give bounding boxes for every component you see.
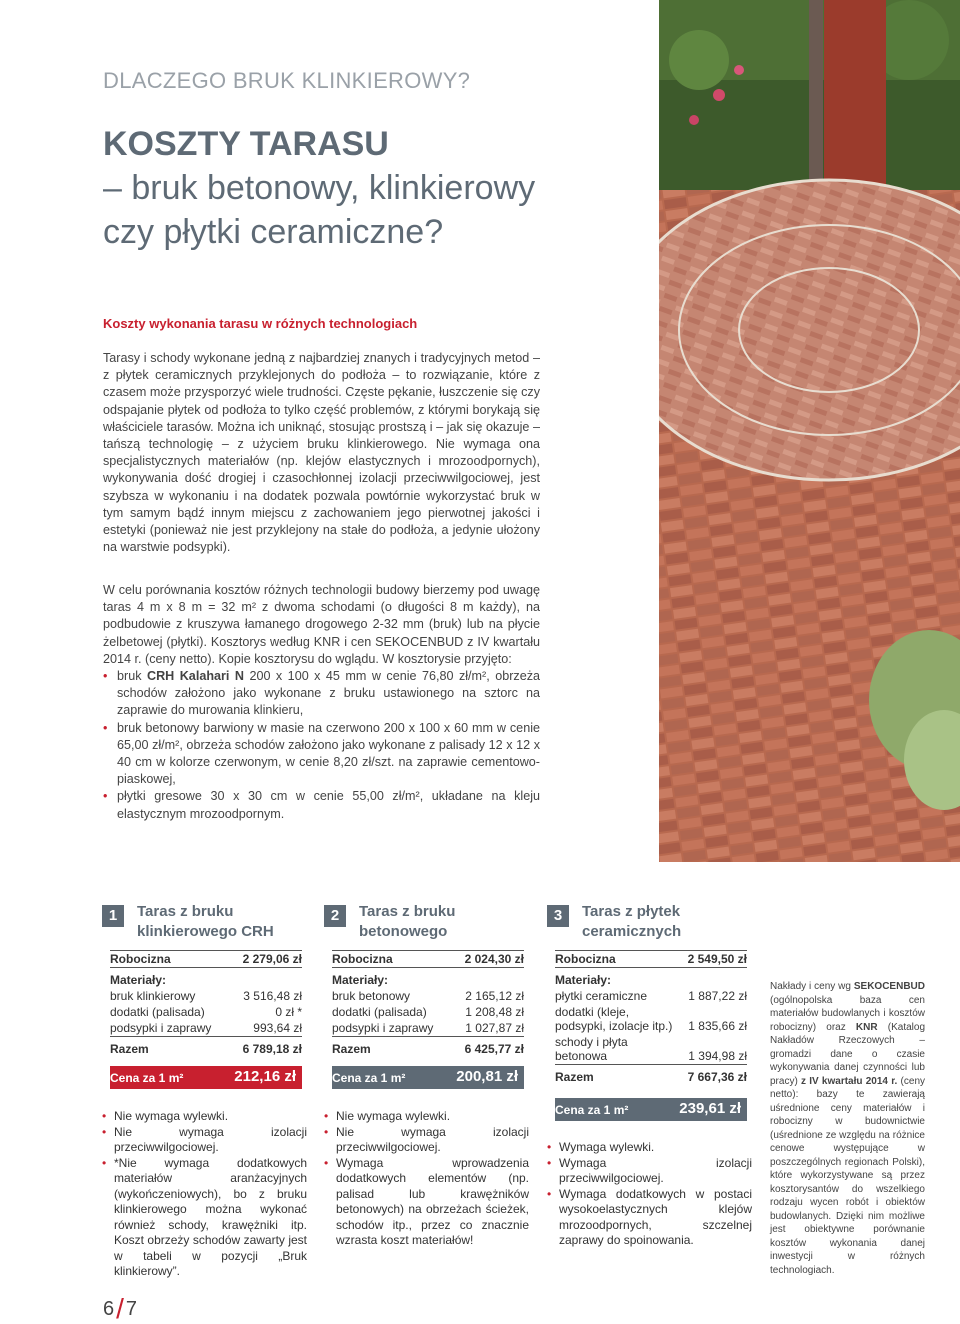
sidenote: Nakłady i ceny wg SEKOCENBUD (ogólnopolska baza cen materiałów budowlanych i kosztów robocizny) oraz KNR (Katalog Nakładów Rzeczowych – gromadzi dane o czasie wykonywania danej czynności lub pracy) z IV kwartału 2014 r. (ceny netto): bazy te zawierają uśrednione ceny materiałów i robocizny w budownictwie (uśrednione ze względu na różnice cenowe występujące w poszczególnych regionach Polski), które wykorzystywane są przez kosztorysantów do wszelkiego rodzaju wycen robót i obiektów budowlanych. Dzięki nim możliwe jest obiektywne porównanie kosztów wykonania danej inwestycji w różnych technologiach. <box>770 981 926 1276</box>
kicker: DLACZEGO BRUK KLINKIEROWY? <box>103 68 471 93</box>
table-row: dodatki (palisada) 1 208,48 zł <box>332 1005 524 1019</box>
method-text: W celu porównania kosztów różnych technologii budowy bierzemy pod uwagę taras 4 m x 8 m = 32 m² z dwoma schodami (o długości 8 m każdy), na podbudowie z kruszywa łamanego drogowego 2-32 mm (bruk) lub na płycie żelbetowej (płytki). Kosztorys według KNR i cen SEKOCENBUD z IV kwartału 2014 r. (ceny netto). Kopie kosztorysu do wglądu. W kosztorysie przyjęto: <box>103 583 540 666</box>
table-row: Razem 6 425,77 zł <box>332 1037 524 1058</box>
table-row: Razem 6 789,18 zł <box>110 1037 302 1058</box>
list-item: • Wymaga dodatkowych w postaci wysokoelastycznych klejów mrozoodpornych, szczelnej zaprawy do spoinowania. <box>547 1187 752 1249</box>
title-line-3: czy płytki ceramiczne? <box>103 213 444 251</box>
page-title <box>103 122 535 254</box>
list-item: • bruk betonowy barwiony w masie na czerwono 200 x 100 x 60 mm w cenie 65,00 zł/m², obrzeża schodów założono jako wykonane z palisady 12 x 12 x 40 cm w kolorze czerwonym, w cenie 8,20 zł/szt. na zaprawie cementowo-piaskowej, <box>103 720 540 789</box>
table-row: bruk klinkierowy 3 516,48 zł <box>110 989 302 1003</box>
section-subhead: Koszty wykonania tarasu w różnych technologiach <box>103 316 418 331</box>
table-row: płytki ceramiczne 1 887,22 zł <box>555 989 747 1003</box>
cost-table <box>110 950 302 1057</box>
column-number: 1 <box>102 905 124 927</box>
method-paragraph <box>103 582 540 823</box>
cost-table <box>555 950 747 1085</box>
list-item: • Nie wymaga izolacji przeciwwilgociowej. <box>102 1125 307 1156</box>
cost-table <box>332 950 524 1057</box>
table-row: dodatki (kleje, podsypki, izolacje itp.) 1 835,66 zł <box>555 1005 747 1033</box>
list-item: • *Nie wymaga dodatkowych materiałów aranżacyjnych (wykończeniowych), bo z bruku klinkierowego można wykonać również schody, krawężniki itp. Koszt obrzeży schodów zawarty jest w tabeli w pozycji „Bruk klinkierowy”. <box>102 1156 307 1280</box>
notes-list <box>324 1109 529 1249</box>
notes-list <box>102 1109 307 1280</box>
intro-paragraph: Tarasy i schody wykonane jedną z najbardziej znanych i tradycyjnych metod – z płytek ceramicznych przyklejonych do podłoża – to rozwiązanie, które z czasem może przysporzyć wiele trudności. Częste pękanie, łuszczenie się czy odspajanie płytek od podłoża to tylko część problemów, z którymi borykają się właściciele tarasów. Można ich uniknąć, stosując prostszą i – jak się okazuje – tańszą technologię – z użyciem bruku klinkierowego. Nie wymaga ona specjalistycznych materiałów (np. klejów elastycznych i mrozoodpornych), wykonywania dość drogiej i czasochłonnej izolacji przeciwwilgociowej, jest szybsza w wykonaniu i na dodatek pozwala powtórnie wykorzystać bruk w tym samym bądź innym miejscu z zachowaniem jego pierwotnej jakości i estetyki (ponieważ nie jest przyklejony na stałe do podłoża, a jedynie ułożony na warstwie podsypki). <box>103 351 540 555</box>
assumptions-list <box>103 668 540 823</box>
table-row: Robocizna 2 024,30 zł <box>332 952 524 966</box>
table-row: bruk betonowy 2 165,12 zł <box>332 989 524 1003</box>
price-per-m2: Cena za 1 m² 200,81 zł <box>332 1066 524 1089</box>
list-item: • Wymaga izolacji przeciwwilgociowej. <box>547 1156 752 1187</box>
column-number: 2 <box>324 905 346 927</box>
list-item: • Nie wymaga wylewki. <box>324 1109 529 1125</box>
page-number: 6/ 7 <box>103 1293 138 1324</box>
price-per-m2: Cena za 1 m² 212,16 zł <box>110 1066 302 1089</box>
list-item: • bruk CRH Kalahari N 200 x 100 x 45 mm w cenie 76,80 zł/m², obrzeża schodów założono jako wykonane z bruku ustawionego na sztorc na zaprawie do murowania klinkieru, <box>103 668 540 720</box>
column-title: Taras z bruku klinkierowego CRH <box>137 903 274 940</box>
list-item: • Wymaga wprowadzenia dodatkowych elementów (np. palisad lub krawężników betonowych) na obrzeżach ścieżek, schodów itp., przez co znacznie wzrasta koszt materiałów! <box>324 1156 529 1249</box>
column-title: Taras z bruku betonowego <box>359 903 456 940</box>
table-row: podsypki i zaprawy 1 027,87 zł <box>332 1021 524 1035</box>
table-row: Robocizna 2 549,50 zł <box>555 952 747 966</box>
table-row: podsypki i zaprawy 993,64 zł <box>110 1021 302 1035</box>
notes-list <box>547 1140 752 1249</box>
list-item: • płytki gresowe 30 x 30 cm w cenie 55,00 zł/m², układane na kleju elastycznym mrozoodpornym. <box>103 788 540 822</box>
table-row: Materiały: <box>110 968 302 989</box>
title-line-1: KOSZTY TARASU <box>103 125 389 163</box>
column-title: Taras z płytek ceramicznych <box>582 903 682 940</box>
table-row: schody i płyta betonowa 1 394,98 zł <box>555 1035 747 1063</box>
table-row: Razem 7 667,36 zł <box>555 1065 747 1086</box>
paving-photo <box>659 0 960 862</box>
table-row: Materiały: <box>555 968 747 989</box>
table-row: Robocizna 2 279,06 zł <box>110 952 302 966</box>
table-row: Materiały: <box>332 968 524 989</box>
price-per-m2: Cena za 1 m² 239,61 zł <box>555 1098 747 1121</box>
title-line-2: – bruk betonowy, klinkierowy <box>103 169 536 207</box>
list-item: • Nie wymaga wylewki. <box>102 1109 307 1125</box>
list-item: • Nie wymaga izolacji przeciwwilgociowej. <box>324 1125 529 1156</box>
column-number: 3 <box>547 905 569 927</box>
table-row: dodatki (palisada) 0 zł * <box>110 1005 302 1019</box>
list-item: • Wymaga wylewki. <box>547 1140 752 1156</box>
